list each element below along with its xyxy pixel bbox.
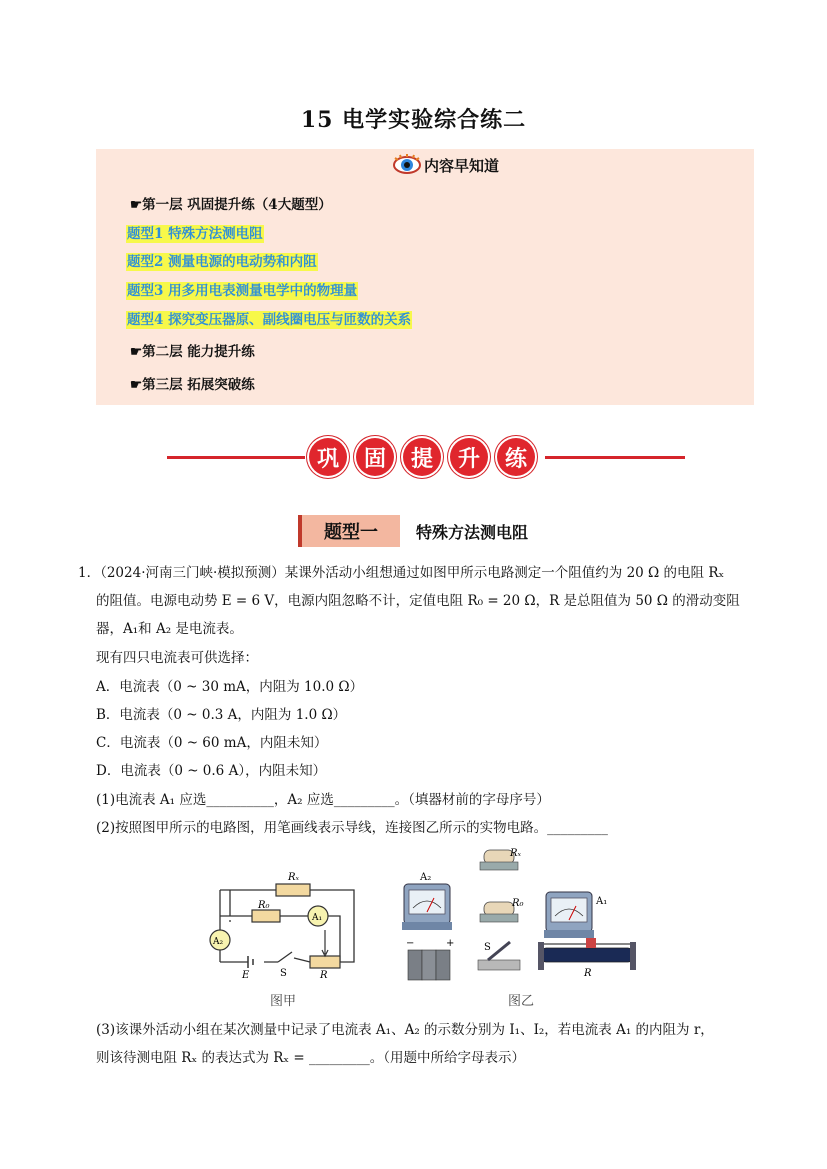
meter-a1-device bbox=[544, 892, 594, 938]
q1-line-3: 器，A₁和 A₂ 是电流表。 bbox=[96, 621, 243, 637]
rheostat-symbol bbox=[310, 956, 340, 968]
q1-option-a: A．电流表（0 ~ 30 mA，内阻为 10.0 Ω） bbox=[96, 679, 364, 695]
page-title: 15 电学实验综合练二 bbox=[300, 107, 527, 133]
question-type-name: 特殊方法测电阻 bbox=[416, 522, 529, 542]
banner-char-2: 固 bbox=[356, 438, 394, 476]
toc-panel bbox=[96, 149, 754, 405]
figure-jia-caption: 图甲 bbox=[270, 994, 297, 1009]
figure-yi-caption: 图乙 bbox=[508, 994, 535, 1009]
banner-line-left bbox=[167, 456, 305, 459]
q1-sub-3b: 则该待测电阻 Rₓ 的表达式为 Rₓ = _________。（用题中所给字母表示） bbox=[96, 1050, 526, 1066]
photo-label-a2: A₂ bbox=[420, 872, 432, 883]
toc-type-2[interactable]: 题型2 测量电源的电动势和内阻 bbox=[127, 254, 317, 270]
photo-label-r0: R₀ bbox=[512, 898, 524, 909]
battery-device bbox=[406, 938, 454, 980]
toc-type-1[interactable]: 题型1 特殊方法测电阻 bbox=[127, 226, 263, 242]
q1-line-2: 的阻值。电源电动势 E = 6 V，电源内阻忽略不计，定值电阻 R₀ = 20 Ω，R 是总阻值为 50 Ω 的滑动变阻 bbox=[96, 593, 740, 609]
q1-line-4: 现有四只电流表可供选择： bbox=[96, 650, 258, 666]
switch-symbol bbox=[278, 952, 292, 962]
photo-label-s: S bbox=[484, 942, 491, 953]
toc-layer-1[interactable]: ☛第一层 巩固提升练（4大题型） bbox=[130, 197, 332, 213]
label-a1: A₁ bbox=[312, 913, 323, 923]
banner-char-4: 升 bbox=[450, 438, 488, 476]
question-type-tag: 题型一 bbox=[298, 515, 400, 547]
label-r: R bbox=[320, 970, 328, 978]
toc-layer-2[interactable]: ☛第二层 能力提升练 bbox=[130, 344, 255, 360]
q1-option-c: C．电流表（0 ~ 60 mA，内阻未知） bbox=[96, 735, 328, 751]
q1-sub-3a: (3)该课外活动小组在某次测量中记录了电流表 A₁、A₂ 的示数分别为 I₁、I₂，若电流表 A₁ 的内阻为 r， bbox=[96, 1022, 714, 1038]
banner-line-right bbox=[545, 456, 685, 459]
q1-option-d: D．电流表（0 ~ 0.6 A），内阻未知） bbox=[96, 763, 327, 779]
label-rx: Rₓ bbox=[288, 872, 300, 883]
rheostat-device bbox=[538, 938, 636, 970]
q1-option-b: B．电流表（0 ~ 0.3 A，内阻为 1.0 Ω） bbox=[96, 707, 347, 723]
q1-sub-2: (2)按照图甲所示的电路图，用笔画线表示导线，连接图乙所示的实物电路。_________ bbox=[96, 820, 608, 836]
banner-char-3: 提 bbox=[403, 438, 441, 476]
svg-text:−: − bbox=[406, 938, 415, 949]
q1-line-1: 1．（2024·河南三门峡·模拟预测）某课外活动小组想通过如图甲所示电路测定一个阻值约为 20 Ω 的电阻 Rₓ bbox=[78, 565, 725, 581]
circuit-diagram bbox=[206, 868, 366, 978]
r0-resistor bbox=[252, 910, 280, 922]
rheostat-slider-arrow bbox=[322, 930, 328, 956]
battery-symbol bbox=[248, 956, 253, 968]
svg-text:+: + bbox=[446, 938, 455, 949]
photo-label-a1: A₁ bbox=[596, 896, 608, 907]
section-banner bbox=[167, 436, 685, 478]
label-a2: A₂ bbox=[213, 937, 224, 947]
label-r0: R₀ bbox=[258, 900, 270, 911]
rx-resistor bbox=[276, 884, 310, 896]
banner-char-1: 巩 bbox=[309, 438, 347, 476]
photo-label-rx: Rₓ bbox=[510, 848, 522, 859]
q1-sub-1: (1)电流表 A₁ 应选__________，A₂ 应选_________。（填器材前的字母序号） bbox=[96, 792, 550, 808]
apparatus-photo bbox=[400, 842, 644, 982]
eye-icon bbox=[392, 154, 422, 176]
toc-layer-3[interactable]: ☛第三层 拓展突破练 bbox=[130, 377, 255, 393]
question-type-header bbox=[298, 515, 528, 547]
photo-label-r: R bbox=[584, 968, 592, 979]
label-e: E bbox=[242, 970, 250, 978]
label-s: S bbox=[280, 968, 287, 978]
toc-type-3[interactable]: 题型3 用多用电表测量电学中的物理量 bbox=[127, 283, 358, 299]
banner-char-5: 练 bbox=[497, 438, 535, 476]
toc-type-4[interactable]: 题型4 探究变压器原、副线圈电压与匝数的关系 bbox=[127, 312, 412, 328]
toc-heading bbox=[392, 154, 499, 176]
meter-a2-device bbox=[402, 884, 452, 930]
toc-heading-text: 内容早知道 bbox=[424, 156, 500, 175]
